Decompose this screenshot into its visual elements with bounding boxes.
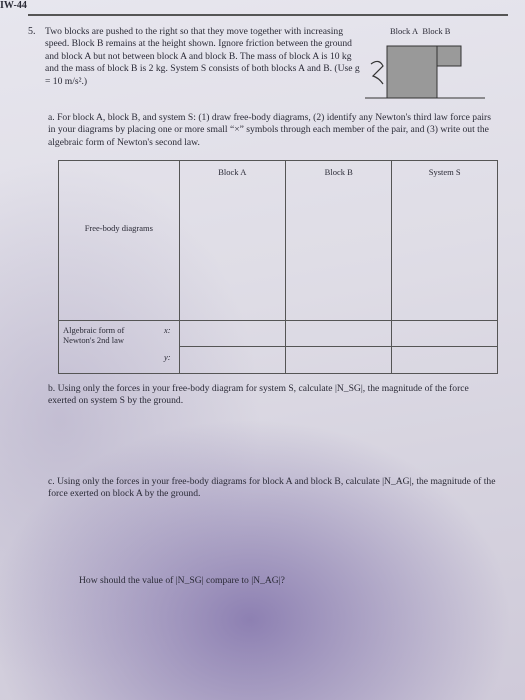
answer-cell-s-x[interactable] (392, 321, 498, 347)
part-c-label: c. (48, 476, 55, 487)
pushing-hand-icon (371, 61, 383, 84)
part-a-text: For block A, block B, and system S: (1) draw free-body diagrams, (2) identify any Newton's third law force pairs in your diagrams by placing one or more small “×” symbols through each member of the pair, and (3) write out the algebraic form of Newton's second law. (48, 112, 491, 148)
part-b (48, 383, 498, 408)
part-a-label: a. (48, 112, 55, 123)
answer-table (58, 160, 498, 374)
part-d-text: How should the value of |N_SG| compare to |N_AG|? (79, 575, 285, 586)
figure-labels (390, 26, 450, 36)
answer-cell-s-y[interactable] (392, 347, 498, 374)
col-header-block-a: Block A (179, 161, 285, 321)
row-label-fbd: Free-body diagrams (59, 161, 180, 321)
block-b-label: Block B (422, 26, 451, 36)
part-b-label: b. (48, 383, 56, 394)
part-a (48, 112, 498, 149)
x-label: x: (163, 325, 171, 335)
block-b-shape (437, 46, 461, 66)
page-id: IW-44 (0, 0, 27, 11)
row-label-algebraic: Algebraic form of Newton's 2nd law (63, 325, 125, 345)
part-c (48, 476, 498, 501)
problem-text: Two blocks are pushed to the right so that they move together with increasing speed. Block B remains at the height shown. Ignore friction between the ground and block A but not between block A and block B. The mass of block A is 10 kg and the mass of block B is 2 kg. System S consists of both blocks A and B. (Use g = 10 m/s².) (45, 26, 360, 87)
answer-cell-a-x[interactable] (179, 321, 285, 347)
block-a-shape (387, 46, 437, 98)
col-header-block-b: Block B (286, 161, 392, 321)
row-label-algebraic-cell (59, 321, 180, 374)
block-a-label: Block A (390, 26, 419, 36)
part-c-text: Using only the forces in your free-body diagrams for block A and block B, calculate |N_AG|, the magnitude of the force exerted on block A by the ground. (48, 476, 496, 500)
col-header-system: System S (392, 161, 498, 321)
answer-cell-b-y[interactable] (286, 347, 392, 374)
blocks-figure (365, 40, 485, 102)
answer-cell-b-x[interactable] (286, 321, 392, 347)
header-rule (28, 14, 508, 16)
answer-cell-a-y[interactable] (179, 347, 285, 374)
problem-number: 5. (28, 26, 36, 37)
part-b-text: Using only the forces in your free-body diagram for system S, calculate |N_SG|, the magnitude of the force exerted on system S by the ground. (48, 383, 469, 407)
y-label: y: (163, 352, 171, 362)
